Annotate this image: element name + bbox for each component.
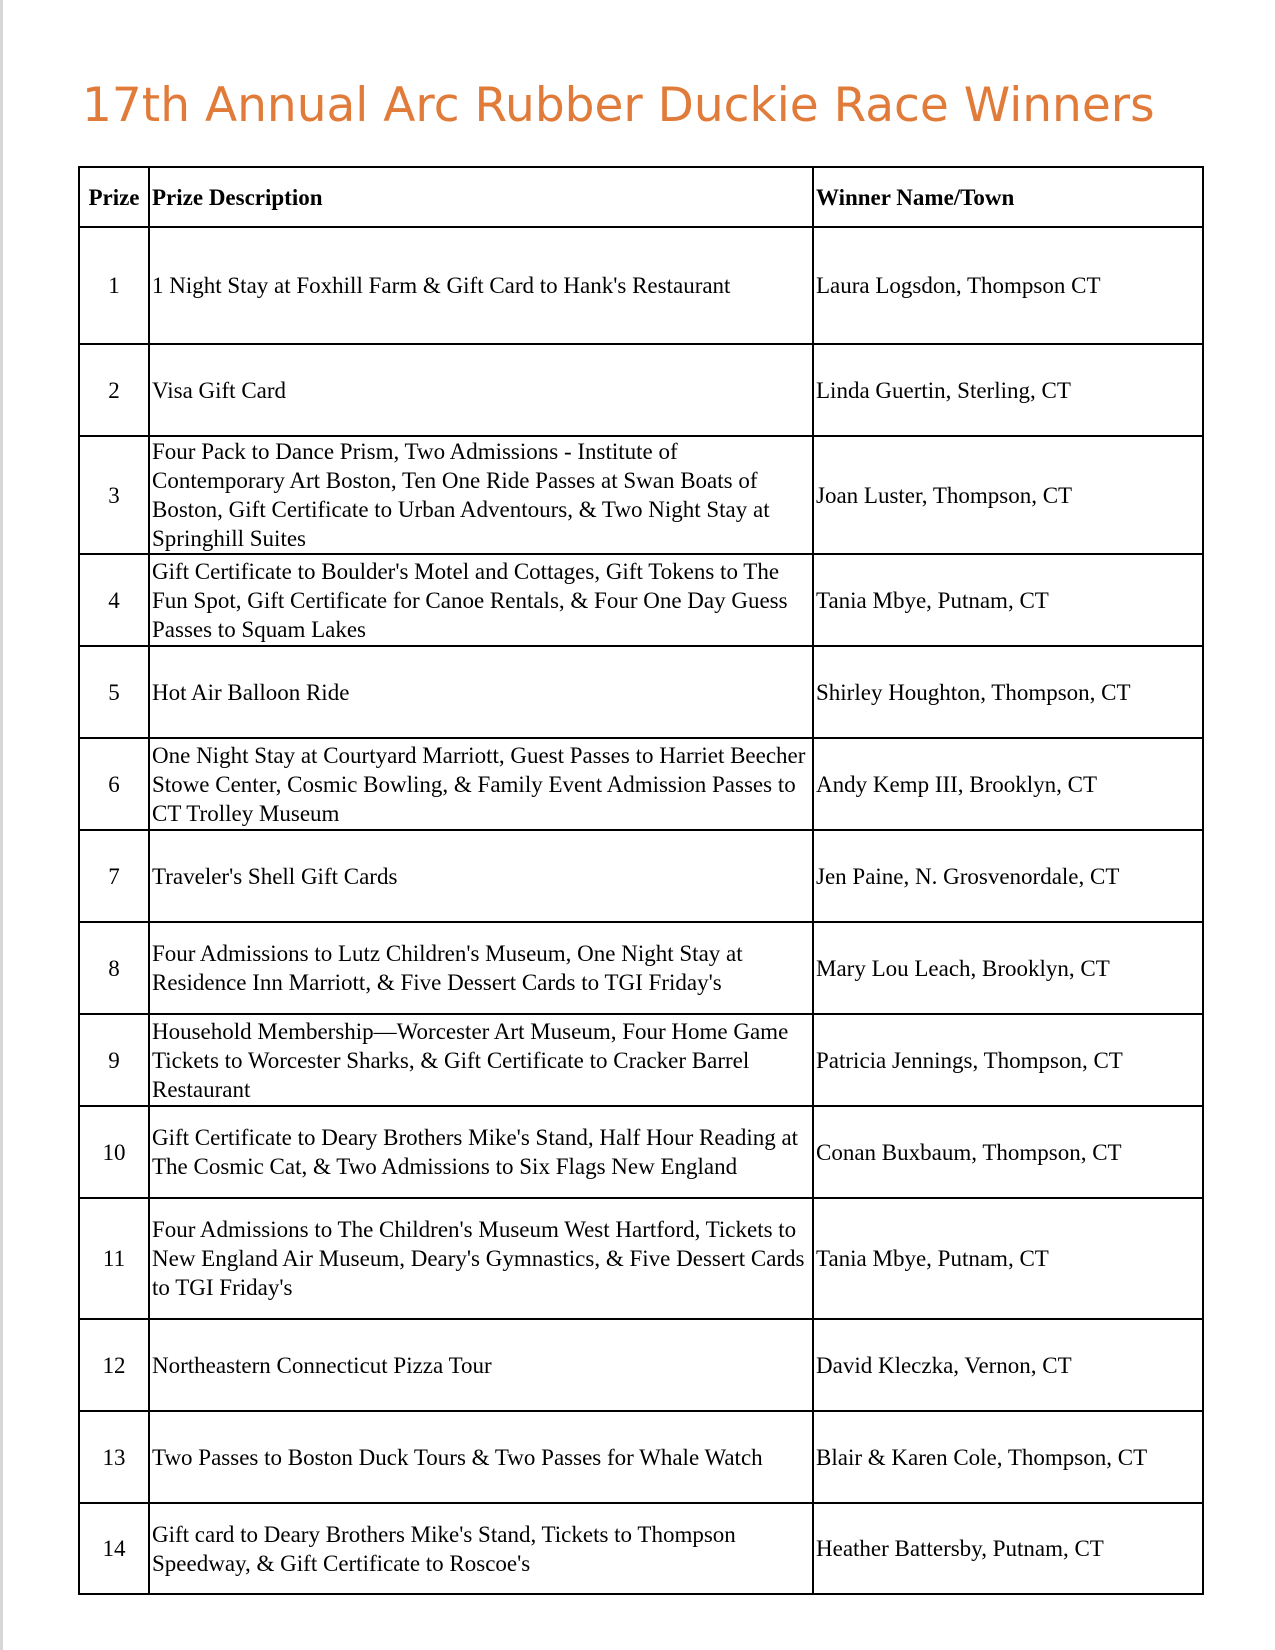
prize-description: Gift Certificate to Deary Brothers Mike's Stand, Half Hour Reading at The Cosmic Cat, & Two Admissions to Six Flags New England: [149, 1106, 813, 1198]
table-row: [79, 1198, 1203, 1319]
winner-name-town: Patricia Jennings, Thompson, CT: [813, 1014, 1203, 1106]
prize-description: Hot Air Balloon Ride: [149, 646, 813, 738]
prize-number: 6: [79, 738, 149, 830]
winner-name-town: Blair & Karen Cole, Thompson, CT: [813, 1411, 1203, 1503]
prize-number: 12: [79, 1319, 149, 1411]
winner-name-town: David Kleczka, Vernon, CT: [813, 1319, 1203, 1411]
prize-description: 1 Night Stay at Foxhill Farm & Gift Card to Hank's Restaurant: [149, 227, 813, 344]
prize-description: Northeastern Connecticut Pizza Tour: [149, 1319, 813, 1411]
table-header: [79, 167, 1203, 227]
prize-number: 1: [79, 227, 149, 344]
winner-name-town: Tania Mbye, Putnam, CT: [813, 554, 1203, 646]
table-row: [79, 554, 1203, 646]
winner-name-town: Shirley Houghton, Thompson, CT: [813, 646, 1203, 738]
winner-name-town: Joan Luster, Thompson, CT: [813, 436, 1203, 554]
table-row: [79, 922, 1203, 1014]
prize-number: 4: [79, 554, 149, 646]
prize-description: Four Pack to Dance Prism, Two Admissions - Institute of Contemporary Art Boston, Ten One Ride Passes at Swan Boats of Boston, Gift Certificate to Urban Adventours, & Two Night Stay at Springhill Suites: [149, 436, 813, 554]
prize-number: 10: [79, 1106, 149, 1198]
table-row: [79, 738, 1203, 830]
prize-description: Household Membership—Worcester Art Museum, Four Home Game Tickets to Worcester Sharks, & Gift Certificate to Cracker Barrel Restaurant: [149, 1014, 813, 1106]
prize-number: 11: [79, 1198, 149, 1319]
prize-number: 9: [79, 1014, 149, 1106]
table-row: [79, 830, 1203, 922]
header-description: Prize Description: [149, 167, 813, 227]
prize-description: One Night Stay at Courtyard Marriott, Guest Passes to Harriet Beecher Stowe Center, Cosmic Bowling, & Family Event Admission Passes to CT Trolley Museum: [149, 738, 813, 830]
page-title: 17th Annual Arc Rubber Duckie Race Winners: [82, 78, 1155, 133]
prize-description: Two Passes to Boston Duck Tours & Two Passes for Whale Watch: [149, 1411, 813, 1503]
table-row: [79, 646, 1203, 738]
header-row: [79, 167, 1203, 227]
winner-name-town: Linda Guertin, Sterling, CT: [813, 344, 1203, 436]
prize-number: 7: [79, 830, 149, 922]
prize-number: 14: [79, 1503, 149, 1594]
prize-description: Gift card to Deary Brothers Mike's Stand, Tickets to Thompson Speedway, & Gift Certificate to Roscoe's: [149, 1503, 813, 1594]
table-body: [79, 227, 1203, 1594]
prize-number: 13: [79, 1411, 149, 1503]
prize-number: 8: [79, 922, 149, 1014]
winner-name-town: Heather Battersby, Putnam, CT: [813, 1503, 1203, 1594]
header-prize: Prize: [79, 167, 149, 227]
prize-description: Gift Certificate to Boulder's Motel and Cottages, Gift Tokens to The Fun Spot, Gift Certificate for Canoe Rentals, & Four One Day Guess Passes to Squam Lakes: [149, 554, 813, 646]
table-row: [79, 1319, 1203, 1411]
winner-name-town: Andy Kemp III, Brooklyn, CT: [813, 738, 1203, 830]
prize-description: Four Admissions to Lutz Children's Museum, One Night Stay at Residence Inn Marriott, & Five Dessert Cards to TGI Friday's: [149, 922, 813, 1014]
table-row: [79, 1106, 1203, 1198]
table-row: [79, 344, 1203, 436]
table-row: [79, 436, 1203, 554]
winners-table: [78, 166, 1204, 1595]
page-edge: [0, 0, 3, 1650]
prize-description: Four Admissions to The Children's Museum West Hartford, Tickets to New England Air Museum, Deary's Gymnastics, & Five Dessert Cards to TGI Friday's: [149, 1198, 813, 1319]
prize-number: 3: [79, 436, 149, 554]
prize-description: Visa Gift Card: [149, 344, 813, 436]
prize-number: 2: [79, 344, 149, 436]
winner-name-town: Tania Mbye, Putnam, CT: [813, 1198, 1203, 1319]
prize-number: 5: [79, 646, 149, 738]
header-winner: Winner Name/Town: [813, 167, 1203, 227]
table-row: [79, 1014, 1203, 1106]
table-row: [79, 1411, 1203, 1503]
table-row: [79, 1503, 1203, 1594]
prize-description: Traveler's Shell Gift Cards: [149, 830, 813, 922]
winner-name-town: Jen Paine, N. Grosvenordale, CT: [813, 830, 1203, 922]
winner-name-town: Laura Logsdon, Thompson CT: [813, 227, 1203, 344]
winner-name-town: Conan Buxbaum, Thompson, CT: [813, 1106, 1203, 1198]
table-row: [79, 227, 1203, 344]
winner-name-town: Mary Lou Leach, Brooklyn, CT: [813, 922, 1203, 1014]
